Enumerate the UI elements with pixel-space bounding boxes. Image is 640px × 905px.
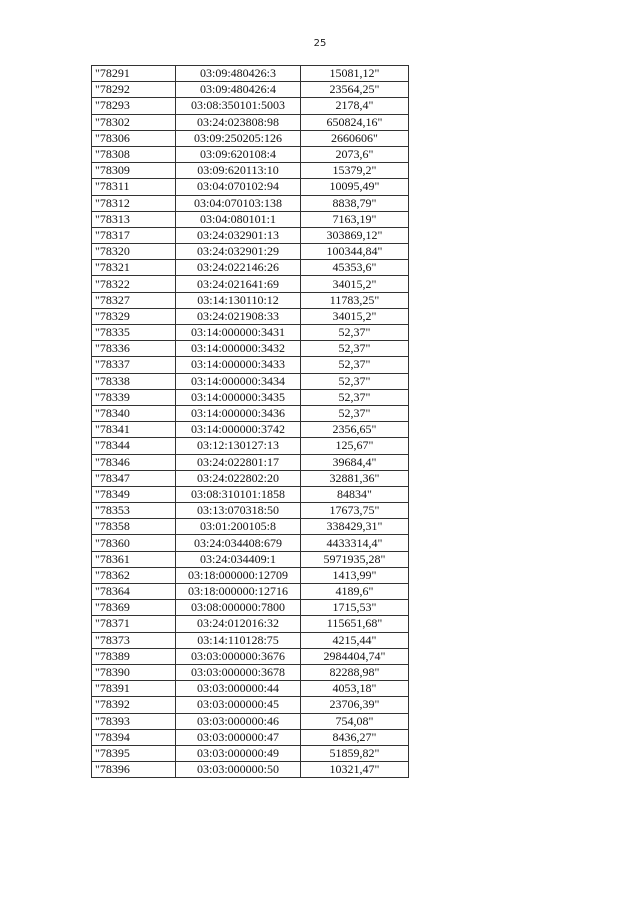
table-row [92,114,409,130]
row-number-cell: "78309 [92,163,176,179]
value-cell: 2073,6" [301,146,409,162]
table-row [92,244,409,260]
cadastral-number-cell: 03:24:022146:26 [176,260,301,276]
row-number-cell: "78335 [92,325,176,341]
value-cell: 15081,12" [301,66,409,82]
value-cell: 23564,25" [301,82,409,98]
table-row [92,341,409,357]
value-cell: 32881,36" [301,470,409,486]
value-cell: 4189,6" [301,584,409,600]
cadastral-number-cell: 03:08:350101:5003 [176,98,301,114]
value-cell: 2178,4" [301,98,409,114]
value-cell: 34015,2" [301,276,409,292]
value-cell: 51859,82" [301,745,409,761]
cadastral-number-cell: 03:09:620108:4 [176,146,301,162]
table-row [92,227,409,243]
cadastral-number-cell: 03:24:022802:20 [176,470,301,486]
table-row [92,292,409,308]
row-number-cell: "78369 [92,600,176,616]
cadastral-number-cell: 03:24:021641:69 [176,276,301,292]
value-cell: 39684,4" [301,454,409,470]
table-row [92,762,409,778]
value-cell: 17673,75" [301,503,409,519]
row-number-cell: "78291 [92,66,176,82]
value-cell: 8838,79" [301,195,409,211]
row-number-cell: "78396 [92,762,176,778]
table-row [92,276,409,292]
row-number-cell: "78338 [92,373,176,389]
value-cell: 5971935,28" [301,551,409,567]
table-row [92,551,409,567]
row-number-cell: "78361 [92,551,176,567]
table-row [92,600,409,616]
row-number-cell: "78341 [92,422,176,438]
cadastral-number-cell: 03:14:000000:3432 [176,341,301,357]
row-number-cell: "78292 [92,82,176,98]
row-number-cell: "78320 [92,244,176,260]
value-cell: 4215,44" [301,632,409,648]
table-row [92,146,409,162]
value-cell: 84834" [301,486,409,502]
value-cell: 338429,31" [301,519,409,535]
row-number-cell: "78306 [92,130,176,146]
row-number-cell: "78336 [92,341,176,357]
cadastral-number-cell: 03:03:000000:47 [176,729,301,745]
table-row [92,486,409,502]
table-row [92,130,409,146]
table-row [92,82,409,98]
value-cell: 52,37" [301,357,409,373]
cadastral-number-cell: 03:09:480426:4 [176,82,301,98]
table-row [92,389,409,405]
table-row [92,503,409,519]
table-row [92,567,409,583]
cadastral-number-cell: 03:24:034409:1 [176,551,301,567]
cadastral-number-cell: 03:03:000000:50 [176,762,301,778]
row-number-cell: "78293 [92,98,176,114]
cadastral-number-cell: 03:14:000000:3436 [176,405,301,421]
value-cell: 650824,16" [301,114,409,130]
value-cell: 125,67" [301,438,409,454]
cadastral-number-cell: 03:12:130127:13 [176,438,301,454]
row-number-cell: "78346 [92,454,176,470]
row-number-cell: "78317 [92,227,176,243]
row-number-cell: "78389 [92,648,176,664]
cadastral-number-cell: 03:01:200105:8 [176,519,301,535]
table-row [92,163,409,179]
value-cell: 1715,53" [301,600,409,616]
table-row [92,373,409,389]
row-number-cell: "78313 [92,211,176,227]
table-row [92,454,409,470]
value-cell: 4053,18" [301,681,409,697]
row-number-cell: "78337 [92,357,176,373]
cadastral-number-cell: 03:03:000000:3676 [176,648,301,664]
value-cell: 8436,27" [301,729,409,745]
table-row [92,632,409,648]
value-cell: 52,37" [301,389,409,405]
cadastral-number-cell: 03:24:034408:679 [176,535,301,551]
value-cell: 303869,12" [301,227,409,243]
cadastral-number-cell: 03:04:080101:1 [176,211,301,227]
table-row [92,519,409,535]
value-cell: 4433314,4" [301,535,409,551]
row-number-cell: "78339 [92,389,176,405]
cadastral-number-cell: 03:03:000000:45 [176,697,301,713]
value-cell: 11783,25" [301,292,409,308]
table-row [92,422,409,438]
value-cell: 2356,65" [301,422,409,438]
cadastral-number-cell: 03:04:070102:94 [176,179,301,195]
value-cell: 115651,68" [301,616,409,632]
cadastral-number-cell: 03:14:130110:12 [176,292,301,308]
value-cell: 34015,2" [301,308,409,324]
value-cell: 2660606" [301,130,409,146]
table-row [92,616,409,632]
table-row [92,681,409,697]
cadastral-number-cell: 03:14:000000:3742 [176,422,301,438]
table-body [92,66,409,778]
row-number-cell: "78364 [92,584,176,600]
cadastral-number-cell: 03:03:000000:46 [176,713,301,729]
row-number-cell: "78302 [92,114,176,130]
cadastral-number-cell: 03:03:000000:44 [176,681,301,697]
cadastral-number-cell: 03:24:022801:17 [176,454,301,470]
value-cell: 754,08" [301,713,409,729]
cadastral-number-cell: 03:08:000000:7800 [176,600,301,616]
cadastral-number-cell: 03:18:000000:12709 [176,567,301,583]
row-number-cell: "78358 [92,519,176,535]
row-number-cell: "78360 [92,535,176,551]
value-cell: 23706,39" [301,697,409,713]
row-number-cell: "78344 [92,438,176,454]
cadastral-number-cell: 03:09:620113:10 [176,163,301,179]
row-number-cell: "78329 [92,308,176,324]
row-number-cell: "78347 [92,470,176,486]
table-row [92,535,409,551]
row-number-cell: "78353 [92,503,176,519]
row-number-cell: "78395 [92,745,176,761]
table-row [92,211,409,227]
table-row [92,664,409,680]
table-row [92,648,409,664]
row-number-cell: "78373 [92,632,176,648]
table-row [92,470,409,486]
table-row [92,357,409,373]
value-cell: 52,37" [301,325,409,341]
value-cell: 82288,98" [301,664,409,680]
table-row [92,405,409,421]
cadastral-number-cell: 03:03:000000:3678 [176,664,301,680]
cadastral-number-cell: 03:24:032901:29 [176,244,301,260]
value-cell: 52,37" [301,341,409,357]
value-cell: 2984404,74" [301,648,409,664]
cadastral-number-cell: 03:14:000000:3434 [176,373,301,389]
value-cell: 100344,84" [301,244,409,260]
value-cell: 45353,6" [301,260,409,276]
row-number-cell: "78308 [92,146,176,162]
row-number-cell: "78392 [92,697,176,713]
cadastral-number-cell: 03:14:110128:75 [176,632,301,648]
cadastral-number-cell: 03:24:032901:13 [176,227,301,243]
value-cell: 7163,19" [301,211,409,227]
cadastral-number-cell: 03:14:000000:3435 [176,389,301,405]
row-number-cell: "78349 [92,486,176,502]
row-number-cell: "78311 [92,179,176,195]
table-row [92,584,409,600]
cadastral-number-cell: 03:24:012016:32 [176,616,301,632]
cadastral-number-cell: 03:24:023808:98 [176,114,301,130]
cadastral-number-cell: 03:03:000000:49 [176,745,301,761]
table-row [92,98,409,114]
cadastral-number-cell: 03:09:250205:126 [176,130,301,146]
value-cell: 10095,49" [301,179,409,195]
value-cell: 10321,47" [301,762,409,778]
row-number-cell: "78362 [92,567,176,583]
value-cell: 1413,99" [301,567,409,583]
row-number-cell: "78390 [92,664,176,680]
table-row [92,195,409,211]
table-row [92,729,409,745]
value-cell: 15379,2" [301,163,409,179]
cadastral-number-cell: 03:18:000000:12716 [176,584,301,600]
row-number-cell: "78321 [92,260,176,276]
table-row [92,325,409,341]
data-table [91,65,409,778]
value-cell: 52,37" [301,373,409,389]
table-row [92,745,409,761]
row-number-cell: "78340 [92,405,176,421]
value-cell: 52,37" [301,405,409,421]
table-row [92,66,409,82]
table-row [92,260,409,276]
cadastral-number-cell: 03:08:310101:1858 [176,486,301,502]
cadastral-number-cell: 03:09:480426:3 [176,66,301,82]
row-number-cell: "78391 [92,681,176,697]
cadastral-number-cell: 03:24:021908:33 [176,308,301,324]
cadastral-number-cell: 03:14:000000:3433 [176,357,301,373]
table-row [92,179,409,195]
table-row [92,713,409,729]
cadastral-number-cell: 03:13:070318:50 [176,503,301,519]
row-number-cell: "78327 [92,292,176,308]
table-row [92,308,409,324]
table-row [92,697,409,713]
cadastral-number-cell: 03:04:070103:138 [176,195,301,211]
row-number-cell: "78393 [92,713,176,729]
row-number-cell: "78312 [92,195,176,211]
page-number: 25 [313,38,327,49]
table-row [92,438,409,454]
row-number-cell: "78371 [92,616,176,632]
row-number-cell: "78322 [92,276,176,292]
cadastral-number-cell: 03:14:000000:3431 [176,325,301,341]
row-number-cell: "78394 [92,729,176,745]
